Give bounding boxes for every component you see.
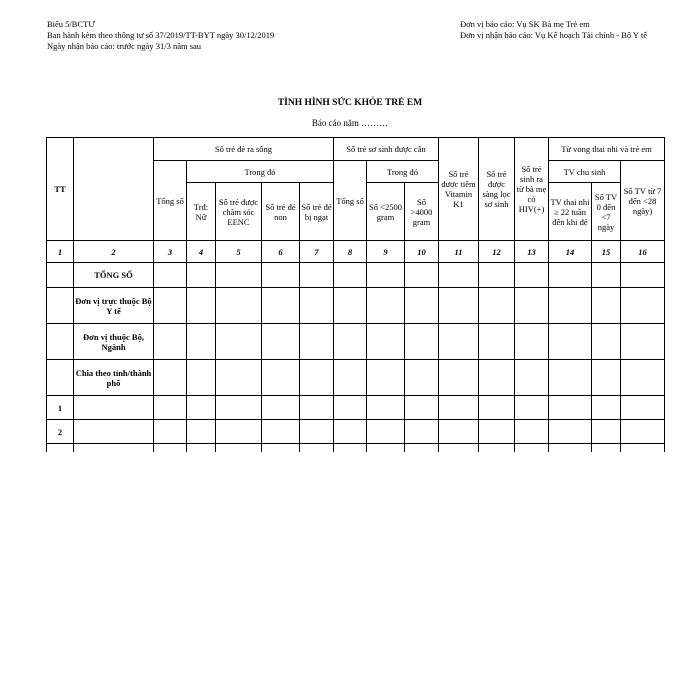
form-code: Biểu 5/BCTƯ	[47, 19, 95, 29]
header-eenc: Số trẻ được chăm sóc EENC	[216, 183, 262, 241]
table-row	[47, 288, 665, 324]
col-number: 9	[367, 241, 405, 263]
table-row	[47, 324, 665, 360]
header-deaths-0-7: Số TV 0 đến <7 ngày	[592, 183, 621, 241]
receiving-unit: Đơn vị nhận báo cáo: Vụ Kế hoạch Tài chính - Bộ Y tế	[460, 30, 647, 40]
col-number: 2	[74, 241, 154, 263]
col-number: 11	[439, 241, 479, 263]
header-live-births: Số trẻ đẻ ra sống	[154, 138, 334, 161]
header-vitamin-k1: Số trẻ được tiêm Vitamin K1	[439, 138, 479, 241]
col-number: 6	[262, 241, 300, 263]
row-label-ministry-units: Đơn vị trực thuộc Bộ Y tế	[74, 288, 154, 324]
row-number: 1	[47, 396, 74, 420]
col-number: 3	[154, 241, 187, 263]
header-fetal-deaths: TV thai nhi ≥ 22 tuần đến khi đẻ	[549, 183, 592, 241]
header-girls: Trđ: Nữ	[187, 183, 216, 241]
header-name-blank	[74, 138, 154, 241]
header-premature: Số trẻ đẻ non	[262, 183, 300, 241]
table-row	[47, 420, 665, 444]
table-row	[47, 360, 665, 396]
col-number: 13	[515, 241, 549, 263]
header-under-2500: Số <2500 gram	[367, 183, 405, 241]
report-title: TÌNH HÌNH SỨC KHỎE TRẺ EM	[277, 98, 423, 108]
row-label-sector-units: Đơn vị thuộc Bộ, Ngành	[74, 324, 154, 360]
col-number: 12	[479, 241, 515, 263]
header-perinatal: TV chu sinh	[549, 161, 621, 183]
header-in-which: Trong đó	[187, 161, 334, 183]
header-in-which-2: Trong đó	[367, 161, 439, 183]
report-subtitle: Báo cáo năm ………	[311, 118, 389, 128]
table-row	[47, 396, 665, 420]
header-deaths: Từ vong thai nhi và trẻ em	[549, 138, 665, 161]
page-cutoff	[0, 452, 700, 700]
issued-with-text: Ban hành kèm theo thông tư số 37/2019/TT-BYT ngày 30/12/2019	[47, 30, 275, 40]
header-left	[47, 19, 287, 52]
header-screening: Số trẻ được sàng lọc sơ sinh	[479, 138, 515, 241]
reporting-unit: Đơn vị báo cáo: Vụ SK Bà mẹ Trẻ em	[460, 19, 590, 29]
col-number: 10	[405, 241, 439, 263]
col-number: 1	[47, 241, 74, 263]
row-number: 2	[47, 420, 74, 444]
header-deaths-7-28: Số TV từ 7 đến <28 ngày)	[621, 161, 665, 241]
deadline-text: Ngày nhận báo cáo: trước ngày 31/3 năm sau	[47, 41, 202, 51]
col-number: 4	[187, 241, 216, 263]
col-number: 14	[549, 241, 592, 263]
col-number: 7	[300, 241, 334, 263]
header-total-live: Tổng số	[154, 161, 187, 241]
child-health-table	[46, 137, 665, 468]
header-right	[460, 19, 670, 41]
header-asphyxia: Số trẻ đẻ bị ngạt	[300, 183, 334, 241]
header-weighed: Số trẻ sơ sinh được cân	[334, 138, 439, 161]
header-total-weighed: Tổng số	[334, 161, 367, 241]
header-over-4000: Số >4000 gram	[405, 183, 439, 241]
header-tt: TT	[47, 138, 74, 241]
col-number: 16	[621, 241, 665, 263]
col-number: 5	[216, 241, 262, 263]
col-number: 8	[334, 241, 367, 263]
row-label-provinces: Chia theo tỉnh/thành phố	[74, 360, 154, 396]
col-number: 15	[592, 241, 621, 263]
table-row	[47, 263, 665, 288]
header-hiv: Số trẻ sinh ra từ bà mẹ có HIV(+)	[515, 138, 549, 241]
row-label-total: TỔNG SỐ	[74, 263, 154, 288]
